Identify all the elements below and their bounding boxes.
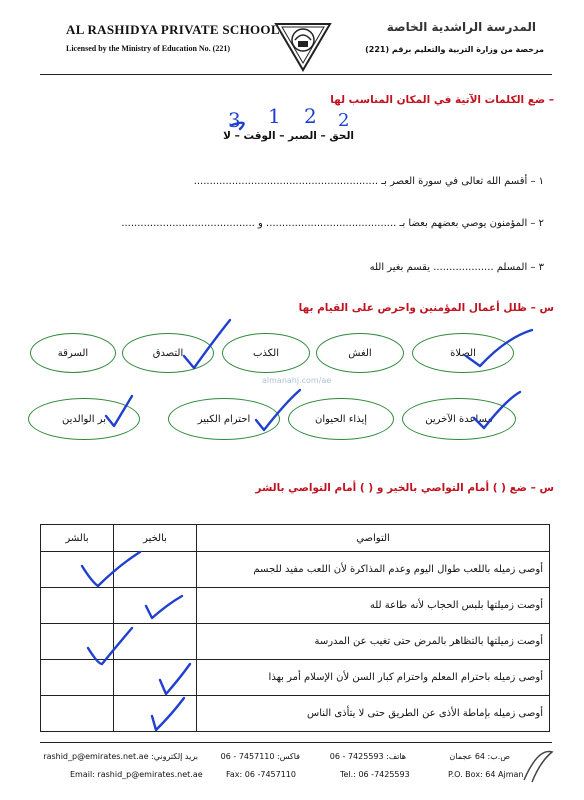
header-tawasi: التواصي bbox=[197, 525, 550, 552]
school-name-en: AL RASHIDYA PRIVATE SCHOOL bbox=[66, 22, 280, 37]
handwritten-number: 3 bbox=[228, 108, 241, 132]
section3-title: س – ضع ( ) أمام التواصي بالخير و ( ) أمام التواصي بالشر bbox=[255, 482, 554, 494]
footer-fax-en: Fax: 06 -7457110 bbox=[226, 770, 296, 779]
watermark: almanahj.com/ae bbox=[262, 376, 332, 385]
section2-title: س – ظلل أعمال المؤمنين واحرص على القيام بها bbox=[298, 302, 554, 314]
footer-email-en: Email: rashid_p@emirates.net.ae bbox=[70, 770, 203, 779]
footer-address-ar: ص.ب: 64 عجمان bbox=[449, 752, 510, 761]
footer-divider bbox=[40, 742, 552, 743]
row-text: أوصت زميلتها بالتظاهر بالمرض حتى تغيب عن المدرسة bbox=[197, 624, 550, 660]
handwritten-number: 1 bbox=[268, 104, 281, 128]
row-text: أوصى زميله باحترام المعلم واحترام كبار السن لأن الإسلام أمر بهذا bbox=[197, 660, 550, 696]
bad-cell[interactable] bbox=[41, 696, 114, 732]
oval-option[interactable]: الغش bbox=[316, 333, 404, 373]
footer-email-ar: بريد إلكتروني: rashid_p@emirates.net.ae bbox=[43, 752, 198, 761]
table-row bbox=[41, 696, 550, 732]
table-header-row bbox=[41, 525, 550, 552]
oval-option[interactable]: احترام الكبير bbox=[168, 398, 280, 440]
tawasi-table bbox=[40, 524, 550, 732]
footer-phone-ar: هاتف: 7425593 - 06 bbox=[329, 752, 406, 761]
section1-title: – ضع الكلمات الآتية في المكان المناسب لها bbox=[330, 94, 554, 106]
bad-cell[interactable] bbox=[41, 660, 114, 696]
header-bad: بالشر bbox=[41, 525, 114, 552]
question-3: ٣ – المسلم ................... يقسم بغير الله bbox=[369, 262, 544, 273]
license-ar: مرخصة من وزارة التربية والتعليم برقم (221) bbox=[365, 45, 544, 54]
footer-logo bbox=[520, 746, 556, 786]
oval-option[interactable]: التصدق bbox=[122, 333, 214, 373]
question-2: ٢ – المؤمنون يوصي بعضهم بعضا بـ ......................................... و .......................................... bbox=[121, 218, 544, 229]
oval-option[interactable]: السرقة bbox=[30, 333, 116, 373]
good-cell[interactable] bbox=[114, 696, 197, 732]
bad-cell[interactable] bbox=[41, 588, 114, 624]
oval-option[interactable]: الكذب bbox=[222, 333, 310, 373]
license-en: Licensed by the Ministry of Education No. (221) bbox=[66, 44, 230, 53]
table-row bbox=[41, 624, 550, 660]
word-bank: الحق – الصبر – الوقت – لا bbox=[223, 130, 354, 142]
good-cell[interactable] bbox=[114, 660, 197, 696]
oval-option[interactable]: مساعدة الآخرين bbox=[402, 398, 516, 440]
header-divider bbox=[40, 74, 552, 75]
table-row bbox=[41, 588, 550, 624]
row-text: أوصى زميله باللعب طوال اليوم وعدم المذاكرة لأن اللعب مفيد للجسم bbox=[197, 552, 550, 588]
handwritten-number: 2 bbox=[304, 104, 317, 128]
oval-option[interactable]: إيذاء الحيوان bbox=[288, 398, 394, 440]
school-name-ar: المدرسة الراشدية الخاصة bbox=[386, 20, 536, 34]
table-row bbox=[41, 660, 550, 696]
good-cell[interactable] bbox=[114, 552, 197, 588]
footer-fax-ar: فاكس: 7457110 - 06 bbox=[220, 752, 300, 761]
bad-cell[interactable] bbox=[41, 552, 114, 588]
good-cell[interactable] bbox=[114, 624, 197, 660]
header-good: بالخير bbox=[114, 525, 197, 552]
question-1: ١ – أقسم الله تعالى في سورة العصر بـ .......................................................... bbox=[193, 176, 544, 187]
good-cell[interactable] bbox=[114, 588, 197, 624]
table-row bbox=[41, 552, 550, 588]
row-text: أوصى زميله بإماطة الأذى عن الطريق حتى لا يتأذى الناس bbox=[197, 696, 550, 732]
bad-cell[interactable] bbox=[41, 624, 114, 660]
footer-phone-en: Tel.: 06 -7425593 bbox=[340, 770, 410, 779]
footer-address-en: P.O. Box: 64 Ajman bbox=[448, 770, 524, 779]
handwritten-number: 2 bbox=[338, 110, 350, 131]
school-logo bbox=[270, 14, 336, 76]
row-text: أوصت زميلتها بلبس الحجاب لأنه طاعة لله bbox=[197, 588, 550, 624]
oval-option[interactable]: بر الوالدين bbox=[28, 398, 140, 440]
oval-option[interactable]: الصلاة bbox=[412, 333, 514, 373]
